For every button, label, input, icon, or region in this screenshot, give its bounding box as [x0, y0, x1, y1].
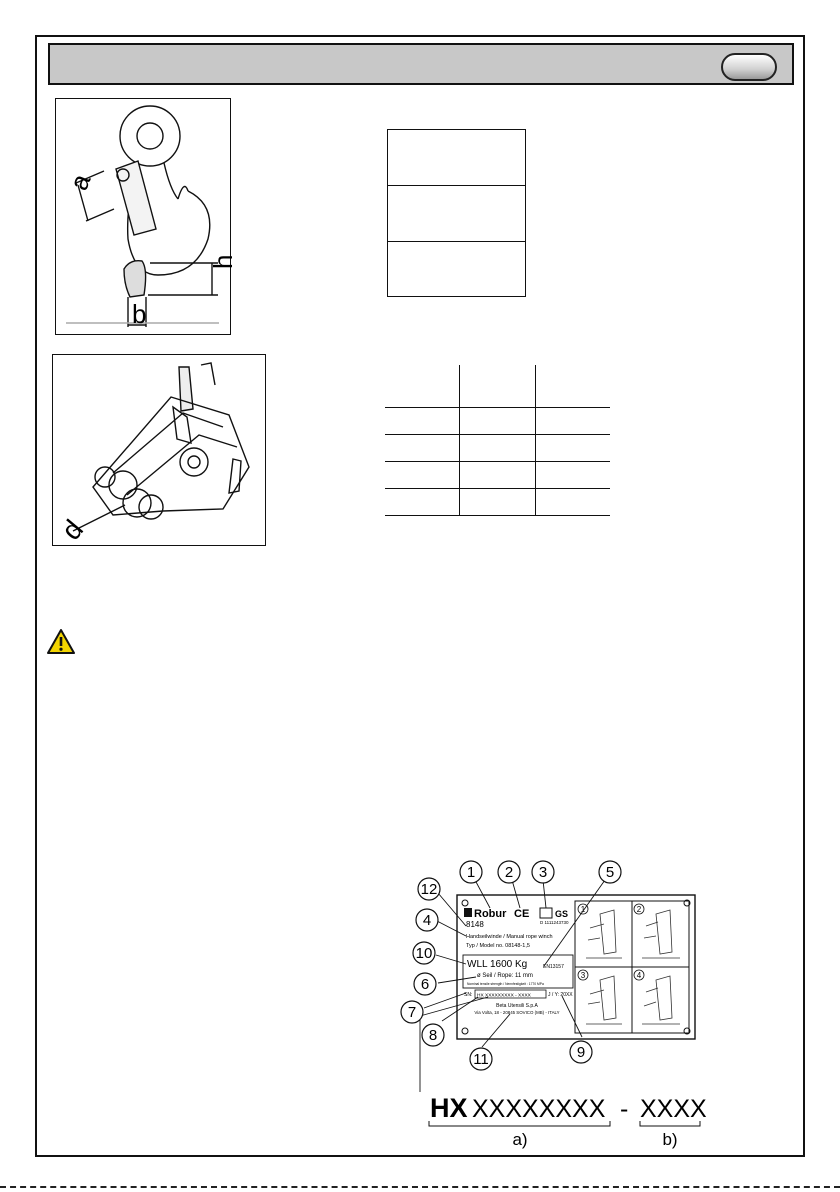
pictogram-number: 4	[636, 971, 642, 980]
table-cell	[388, 186, 525, 242]
identification-plate-diagram	[400, 856, 710, 1068]
plate-ce-mark: CE	[514, 908, 530, 920]
plate-brand: Robur	[474, 908, 507, 920]
serial-number-breakdown	[420, 1090, 710, 1150]
callout-2: 2	[504, 864, 514, 881]
callout-8: 8	[428, 1027, 438, 1044]
pictogram-number: 1	[580, 905, 586, 914]
table-header-cell	[459, 365, 534, 407]
hook-label-b: b	[132, 299, 147, 329]
serial-label-b: b)	[662, 1130, 678, 1149]
table-header-cell	[385, 365, 459, 407]
hook-dimension-table	[387, 129, 526, 297]
plate-description: Handseilwinde / Manual rope winch	[466, 934, 553, 940]
plate-gs-mark: GS	[555, 909, 569, 919]
pictogram-number: 3	[580, 971, 586, 980]
callout-11: 11	[473, 1051, 489, 1068]
hook-label-h: h	[208, 254, 238, 269]
warning-triangle-icon	[46, 628, 76, 655]
table-header-cell	[535, 365, 610, 407]
plate-standard: EN13157	[543, 964, 564, 970]
serial-label-a: a)	[512, 1130, 528, 1149]
callout-10: 10	[415, 945, 433, 962]
callout-3: 3	[538, 864, 548, 881]
plate-tensile: Nominal tensile strength / Nennfestigkeit : 1770 MPa	[467, 982, 544, 986]
hook-drawing	[56, 99, 238, 333]
plate-code-12: 8148	[466, 920, 484, 929]
plate-sn-prefix: SN:	[464, 992, 473, 998]
hook-figure	[55, 98, 238, 335]
pictogram-number: 2	[636, 905, 642, 914]
callout-5: 5	[605, 864, 615, 881]
pulley-drawing	[53, 355, 264, 544]
plate-company: Beta Utensili S.p.A	[496, 1003, 538, 1009]
serial-prefix: HX	[430, 1093, 468, 1123]
page-number-pill	[721, 53, 777, 81]
plate-model: Typ / Model no. 08148-1,5	[466, 943, 530, 949]
serial-dash: -	[620, 1095, 629, 1123]
table-row	[385, 462, 610, 489]
robur-logo-icon	[464, 908, 472, 917]
plate-rope: ø Seil / Rope: 11 mm	[477, 973, 533, 979]
serial-suffix: XXXX	[640, 1095, 707, 1123]
pulley-figure	[52, 354, 266, 546]
pulley-label-d: d	[55, 513, 90, 546]
table-row	[385, 435, 610, 462]
hook-label-a: a	[63, 169, 97, 195]
plate-wll: WLL 1600 Kg	[467, 959, 528, 970]
callout-12: 12	[420, 881, 438, 898]
plate-cert-code: D 1111243730	[540, 920, 569, 925]
table-row	[385, 408, 610, 435]
pulley-dimension-table	[385, 365, 610, 517]
serial-main: XXXXXXXX	[472, 1095, 606, 1123]
plate-address: Via Volta, 18 - 20845 SOVICO (MB) - ITALY	[474, 1010, 560, 1015]
callout-6: 6	[420, 976, 430, 993]
callout-9: 9	[576, 1044, 586, 1061]
table-cell	[388, 242, 525, 298]
callout-7: 7	[407, 1004, 417, 1021]
table-row	[385, 489, 610, 516]
plate-year: J / Y: 20XX	[548, 992, 573, 998]
callout-4: 4	[422, 912, 432, 929]
section-header-bar	[48, 43, 794, 85]
table-header-row	[385, 365, 610, 408]
table-cell	[388, 130, 525, 186]
callout-1: 1	[466, 864, 476, 881]
plate-sn-value: HX XXXXXXXXX - XXXX	[477, 993, 531, 999]
page-edge-dashes	[0, 1186, 840, 1188]
